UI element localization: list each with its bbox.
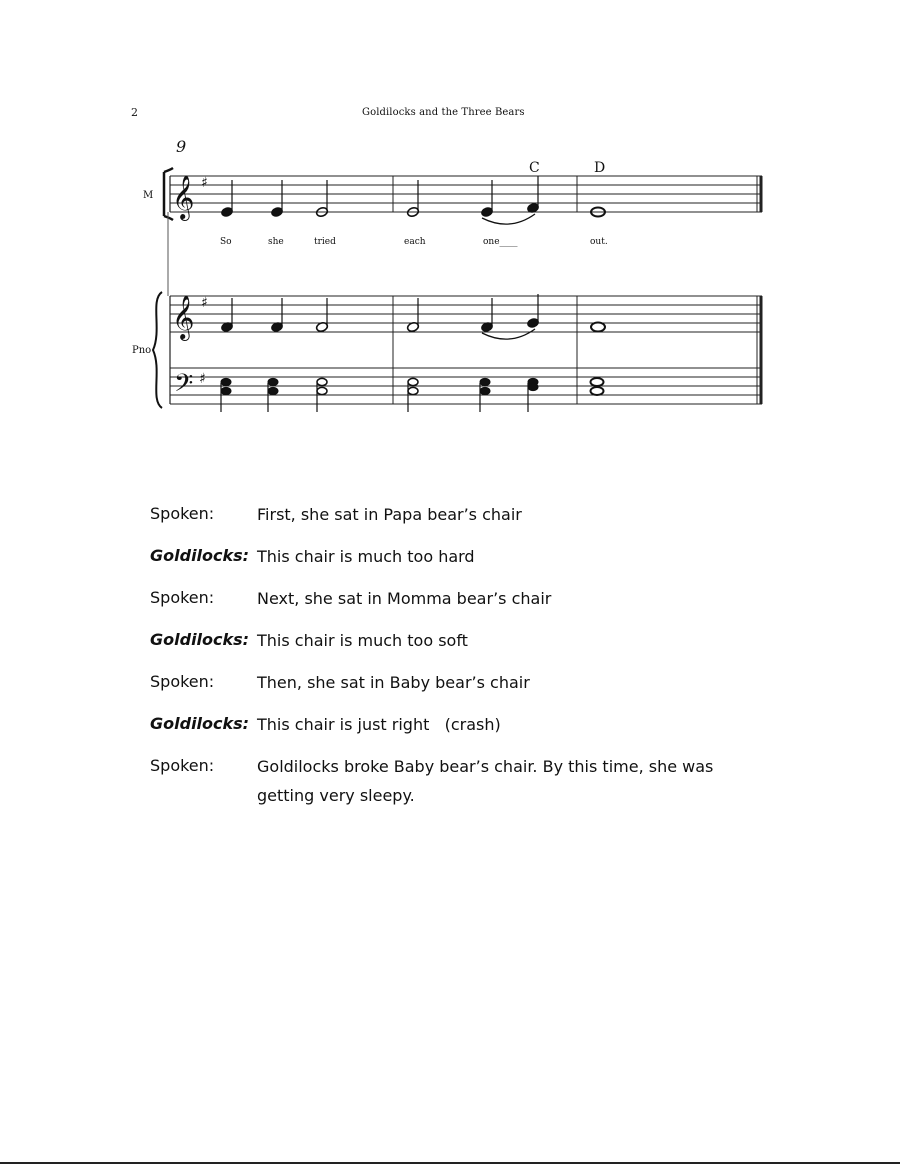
spoken-script: [150, 503, 790, 826]
script-line: [150, 713, 790, 739]
piece-title: Goldilocks and the Three Bears: [362, 107, 525, 118]
lyric-syllable: she: [268, 237, 284, 247]
speech-text: Next, she sat in Momma bear’s chair: [257, 589, 552, 608]
speaker-label: Spoken:: [150, 672, 215, 691]
page-number: 2: [131, 106, 138, 119]
piano-label: Pno: [132, 345, 152, 356]
speech-text: This chair is much too soft: [257, 631, 468, 650]
speech-text: Then, she sat in Baby bear’s chair: [257, 673, 530, 692]
piano-brace-icon: [153, 292, 162, 408]
music-score: [0, 130, 900, 420]
melody-notes: [220, 176, 605, 224]
chord-symbol: C: [529, 160, 540, 176]
speaker-label: Goldilocks:: [150, 546, 250, 565]
lyric-syllable: one____: [483, 237, 518, 247]
lyric-syllable: So: [220, 237, 232, 247]
speaker-label: Goldilocks:: [150, 630, 250, 649]
script-line: [150, 671, 790, 697]
script-line: [150, 503, 790, 529]
chord-symbol: D: [594, 160, 606, 176]
script-line: [150, 587, 790, 613]
measure-number: 9: [176, 137, 187, 156]
speaker-label: Spoken:: [150, 504, 215, 523]
bass-clef-icon: 𝄢: [174, 369, 194, 404]
speech-text: First, she sat in Papa bear’s chair: [257, 505, 522, 524]
treble-clef-icon: 𝄞: [172, 175, 195, 219]
piano-bass-staff: [170, 368, 762, 404]
key-signature-sharp-icon: ♯: [199, 371, 206, 387]
piano-treble-staff: [170, 296, 762, 332]
speech-text: Goldilocks broke Baby bear’s chair. By this time, she was getting very sleepy.: [257, 757, 714, 805]
lyric-syllable: each: [404, 237, 426, 247]
script-line: [150, 755, 790, 810]
key-signature-sharp-icon: ♯: [201, 175, 208, 191]
piano-barlines: [170, 296, 761, 404]
speaker-label: Spoken:: [150, 588, 215, 607]
speech-text: This chair is just right (crash): [257, 715, 501, 734]
script-line: [150, 545, 790, 571]
speaker-label: Goldilocks:: [150, 714, 250, 733]
speech-text: This chair is much too hard: [257, 547, 475, 566]
lyric-syllable: tried: [314, 237, 336, 247]
speaker-label: Spoken:: [150, 756, 215, 775]
lyrics: [220, 237, 608, 247]
script-line: [150, 629, 790, 655]
key-signature-sharp-icon: ♯: [201, 295, 208, 311]
treble-clef-icon: 𝄞: [172, 295, 195, 339]
melody-staff: [170, 176, 762, 212]
lyric-syllable: out.: [590, 237, 608, 247]
page-header: [0, 106, 900, 126]
melody-label: M: [143, 190, 154, 201]
